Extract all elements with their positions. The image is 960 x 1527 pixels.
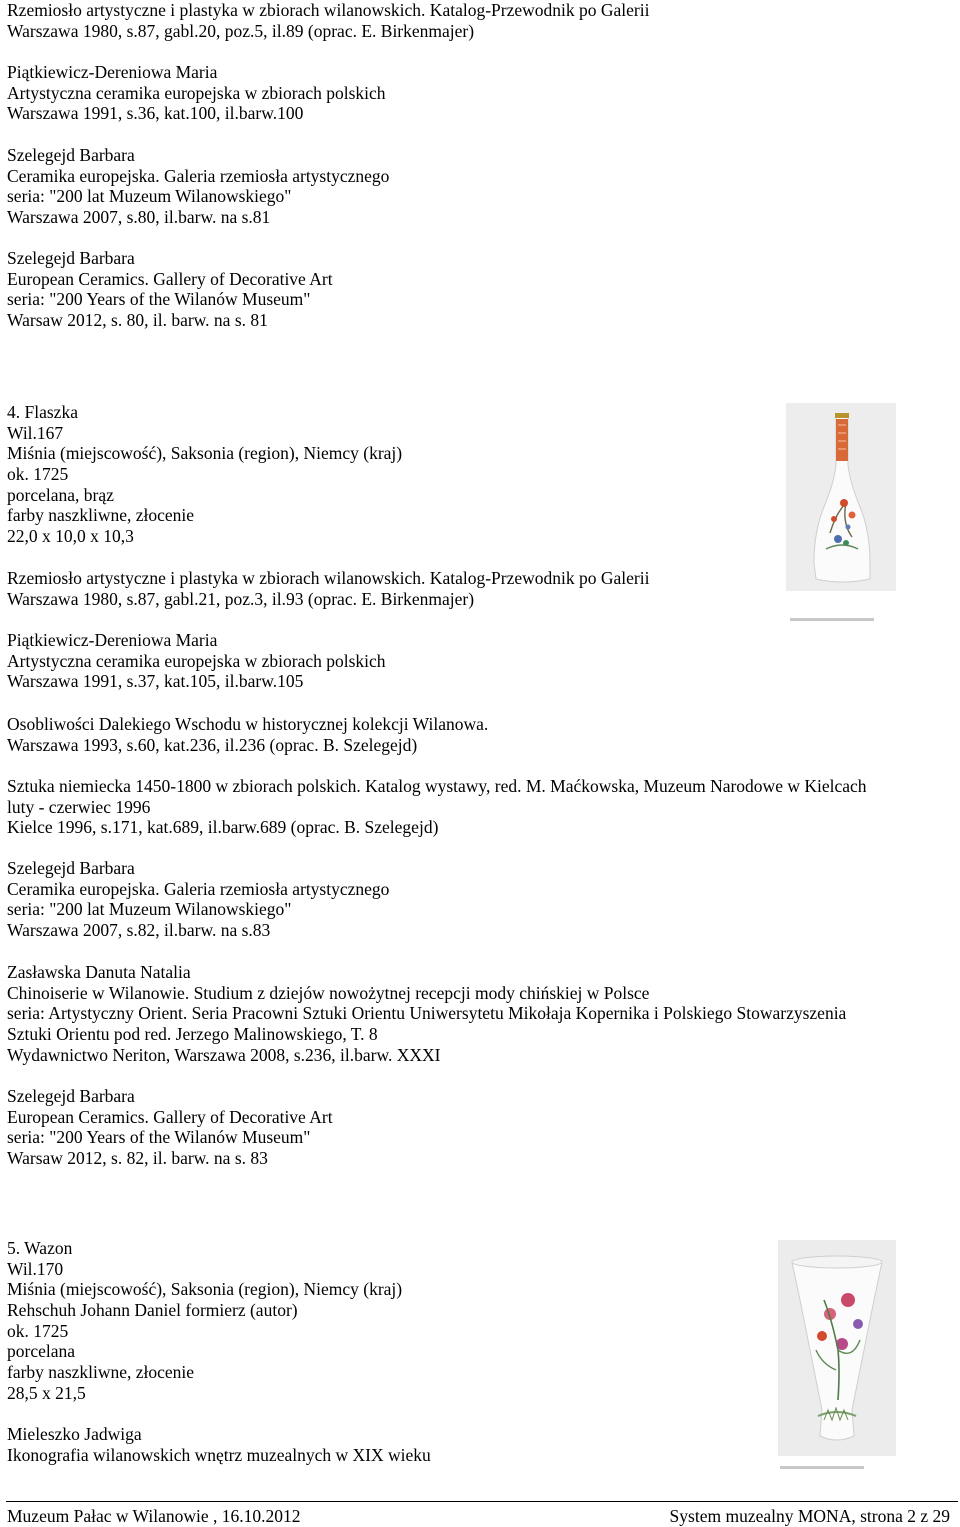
entry-line: Chinoiserie w Wilanowie. Studium z dziejów nowożytnej recepcji mody chińskiej w Polsce (7, 982, 650, 1003)
item-title: 5. Wazon (7, 1238, 73, 1258)
bibliography-entry (7, 1086, 333, 1169)
entry-line: Warszawa 1980, s.87, gabl.20, poz.5, il.89 (oprac. E. Birkenmajer) (7, 20, 475, 41)
inventory-number: Wil.170 (7, 1258, 64, 1279)
bibliography-entry (7, 145, 389, 228)
item-origin: Miśnia (miejscowość), Saksonia (region), Niemcy (kraj) (7, 443, 403, 464)
item-date: ok. 1725 (7, 464, 69, 485)
entry-line: Warszawa 2007, s.82, il.barw. na s.83 (7, 920, 271, 941)
entry-line: Warsaw 2012, s. 80, il. barw. na s. 81 (7, 310, 268, 331)
entry-line: Warsaw 2012, s. 82, il. barw. na s. 83 (7, 1148, 268, 1169)
catalog-item-details (7, 1238, 402, 1404)
item-technique: farby naszkliwne, złocenie (7, 505, 195, 526)
item-material: porcelana (7, 1341, 76, 1362)
footer-divider (6, 1501, 958, 1502)
entry-line: Kielce 1996, s.171, kat.689, il.barw.689 (oprac. B. Szelegejd) (7, 817, 439, 838)
vase-illustration (778, 1240, 896, 1456)
bibliography-entry (7, 962, 846, 1065)
entry-line: Szelegejd Barbara (7, 145, 135, 165)
entry-line: Artystyczna ceramika europejska w zbiorach polskich (7, 650, 386, 671)
item-author: Rehschuh Johann Daniel formierz (autor) (7, 1300, 298, 1321)
bibliography-entry (7, 776, 867, 838)
entry-line: Ikonografia wilanowskich wnętrz muzealnych w XIX wieku (7, 1444, 431, 1465)
entry-line: Szelegejd Barbara (7, 248, 135, 268)
entry-line: Piątkiewicz-Dereniowa Maria (7, 62, 218, 82)
item-title: 4. Flaszka (7, 402, 78, 422)
photo-caption-bar (780, 1466, 864, 1469)
footer-left: Muzeum Pałac w Wilanowie , 16.10.2012 (7, 1506, 301, 1526)
photo-caption-bar (790, 618, 874, 621)
entry-line: Rzemiosło artystyczne i plastyka w zbiorach wilanowskich. Katalog-Przewodnik po Galerii (7, 568, 650, 588)
entry-line: seria: "200 Years of the Wilanów Museum" (7, 1127, 311, 1148)
bibliography-entry (7, 62, 386, 124)
item-dimensions: 28,5 x 21,5 (7, 1382, 86, 1403)
item-origin: Miśnia (miejscowość), Saksonia (region), Niemcy (kraj) (7, 1279, 403, 1300)
inventory-number: Wil.167 (7, 422, 64, 443)
entry-line: Artystyczna ceramika europejska w zbiorach polskich (7, 82, 386, 103)
entry-line: Warszawa 1993, s.60, kat.236, il.236 (oprac. B. Szelegejd) (7, 734, 418, 755)
entry-line: seria: "200 lat Muzeum Wilanowskiego" (7, 186, 292, 207)
bibliography-entry (7, 568, 649, 609)
vase-photo (778, 1240, 896, 1456)
entry-line: Szelegejd Barbara (7, 858, 135, 878)
entry-line: Szelegejd Barbara (7, 1086, 135, 1106)
item-technique: farby naszkliwne, złocenie (7, 1362, 195, 1383)
entry-line: Sztuka niemiecka 1450-1800 w zbiorach polskich. Katalog wystawy, red. M. Maćkowska, Muzeum Narodowe w Kielcach (7, 776, 867, 796)
bibliography-entry (7, 248, 333, 331)
entry-line: Rzemiosło artystyczne i plastyka w zbiorach wilanowskich. Katalog-Przewodnik po Galerii (7, 0, 650, 20)
catalog-item-details (7, 402, 402, 547)
entry-line: European Ceramics. Gallery of Decorative Art (7, 268, 333, 289)
entry-line: Osobliwości Dalekiego Wschodu w historycznej kolekcji Wilanowa. (7, 714, 489, 734)
bibliography-entry (7, 1424, 431, 1465)
entry-line: Wydawnictwo Neriton, Warszawa 2008, s.236, il.barw. XXXI (7, 1044, 441, 1065)
entry-line: Warszawa 1980, s.87, gabl.21, poz.3, il.93 (oprac. E. Birkenmajer) (7, 588, 475, 609)
entry-line: seria: "200 Years of the Wilanów Museum" (7, 289, 311, 310)
bibliography-entry (7, 630, 386, 692)
entry-line: Sztuki Orientu pod red. Jerzego Malinowskiego, T. 8 (7, 1024, 378, 1045)
entry-line: Warszawa 2007, s.80, il.barw. na s.81 (7, 207, 271, 228)
item-dimensions: 22,0 x 10,0 x 10,3 (7, 526, 134, 547)
bibliography-entry (7, 858, 389, 941)
footer-right: System muzealny MONA, strona 2 z 29 (669, 1506, 950, 1526)
flask-photo (786, 403, 896, 591)
bibliography-entry (7, 0, 649, 41)
entry-line: Warszawa 1991, s.36, kat.100, il.barw.100 (7, 103, 304, 124)
item-material: porcelana, brąz (7, 484, 114, 505)
entry-line: Warszawa 1991, s.37, kat.105, il.barw.105 (7, 671, 304, 692)
bibliography-entry (7, 714, 488, 755)
flask-illustration (786, 403, 896, 591)
entry-line: Piątkiewicz-Dereniowa Maria (7, 630, 218, 650)
entry-line: seria: Artystyczny Orient. Seria Pracowni Sztuki Orientu Uniwersytetu Mikołaja Kopernika i Polskiego Stowarzyszenia (7, 1003, 847, 1024)
entry-line: European Ceramics. Gallery of Decorative Art (7, 1106, 333, 1127)
entry-line: luty - czerwiec 1996 (7, 796, 151, 817)
entry-line: Zasławska Danuta Natalia (7, 962, 191, 982)
entry-line: Ceramika europejska. Galeria rzemiosła artystycznego (7, 878, 390, 899)
item-date: ok. 1725 (7, 1320, 69, 1341)
entry-line: Mieleszko Jadwiga (7, 1424, 142, 1444)
entry-line: Ceramika europejska. Galeria rzemiosła artystycznego (7, 165, 390, 186)
entry-line: seria: "200 lat Muzeum Wilanowskiego" (7, 899, 292, 920)
